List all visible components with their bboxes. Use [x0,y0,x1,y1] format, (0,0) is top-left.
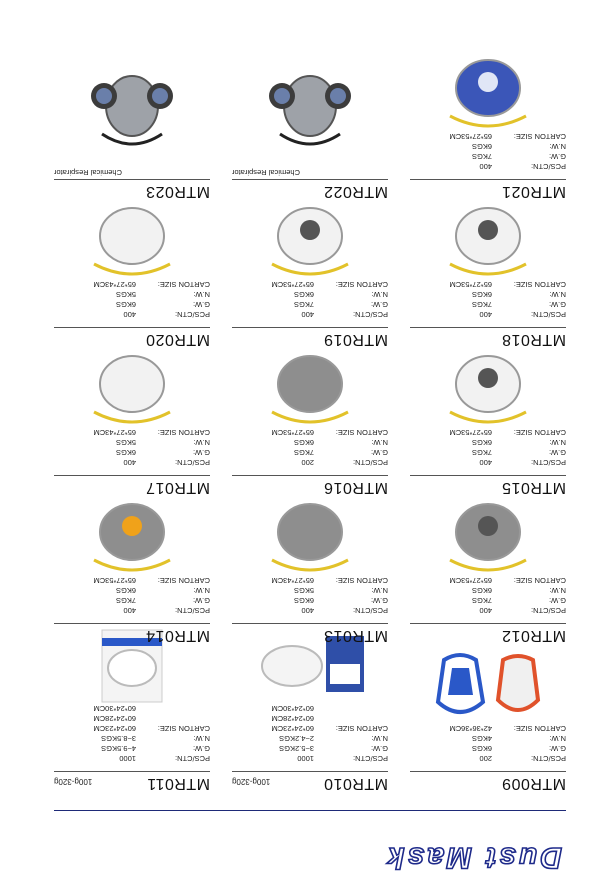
spec-label: G.W: [193,744,210,753]
product-card-mtr020 [54,208,210,348]
spec-value: 65*27*43CM [93,428,136,437]
spec-value: 6KGS [471,142,492,151]
spec-label: N.W: [549,438,566,447]
product-card-mtr018 [410,208,566,348]
spec-label: G.W: [371,448,388,457]
spec-label: PCS/CTN: [174,310,210,319]
product-image [428,490,548,582]
spec-row-gw [410,595,566,605]
spec-label: CARTON SIZE: [157,576,210,585]
spec-value: 5KGS [115,290,136,299]
product-image [250,342,370,434]
valve-mask-orange-icon [72,490,192,582]
fold-flat-valve-icon [428,342,548,434]
spec-row-nw [232,585,388,595]
product-subtitle: Chemical Respirator [232,168,300,177]
spec-label: PCS/CTN: [530,310,566,319]
spec-label: CARTON SIZE: [513,724,566,733]
product-card-mtr017 [54,356,210,496]
spec-label: PCS/CTN: [174,754,210,763]
spec-label [314,713,388,723]
spec-label: PCS/CTN: [530,458,566,467]
product-image [428,194,548,286]
spec-row-gw [232,299,388,309]
spec-value: 60*24*30CM [93,704,136,713]
white-valve-mask-icon [428,194,548,286]
spec-label: G.W: [371,300,388,309]
valve-mask-icon [428,490,548,582]
spec-row-pcs [232,309,388,319]
product-image [250,62,370,154]
spec-row-nw [54,289,210,299]
spec-row-pcs [232,753,388,763]
spec-label: G.W: [193,448,210,457]
spec-row-nw [232,437,388,447]
spec-value: 400 [479,310,492,319]
spec-label: N.W: [549,290,566,299]
spec-value: 7KGS [293,448,314,457]
fold-flat-white-icon [72,194,192,286]
spec-label: CARTON SIZE: [157,724,210,733]
spec-value: 400 [301,606,314,615]
spec-row-nw [54,437,210,447]
spec-value: 5KGS [293,586,314,595]
spec-row-nw [232,733,388,743]
product-model: MTR023 [54,179,210,200]
product-image [72,194,192,286]
spec-value: 65*27*53CM [449,280,492,289]
spec-value: 65*27*53CM [271,280,314,289]
spec-label: N.W: [371,438,388,447]
product-card-mtr013 [232,504,388,644]
spec-label: CARTON SIZE: [513,576,566,585]
spec-row-gw [54,299,210,309]
spec-label [136,713,210,723]
spec-value: 7KGS [115,596,136,605]
product-image [250,194,370,286]
product-card-mtr021 [410,60,566,200]
spec-row-nw [232,289,388,299]
spec-row-nw [410,733,566,743]
spec-row-nw [54,733,210,743]
product-card-mtr019 [232,208,388,348]
product-model: MTR022 [232,179,388,200]
spec-value: 4KGS [471,734,492,743]
spec-row-pcs [54,753,210,763]
spec-row-carton [54,713,210,723]
spec-row-nw [410,585,566,595]
spec-value: 60*24*23CM [93,724,136,733]
spec-label: G.W: [549,152,566,161]
spec-value: 6KGS [293,596,314,605]
spec-row-carton [232,723,388,733]
spec-row-pcs [54,605,210,615]
spec-value: 400 [301,310,314,319]
spec-value: 65*27*53CM [449,576,492,585]
spec-value: 7KGS [293,300,314,309]
product-card-mtr009 [410,652,566,792]
product-card-mtr012 [410,504,566,644]
spec-row-carton [232,713,388,723]
spec-label: N.W: [549,734,566,743]
spec-row-nw [410,289,566,299]
product-weight-range: 100g-320g [54,777,93,786]
spec-row-gw [54,447,210,457]
spec-list [232,703,388,763]
product-model: MTR017 [54,475,210,496]
grey-mask-icon [250,490,370,582]
spec-row-pcs [232,605,388,615]
product-model: MTR018 [410,327,566,348]
spec-value: 65*27*43CM [93,280,136,289]
spec-value: 1000 [119,754,136,763]
spec-value: 400 [479,162,492,171]
product-image [72,342,192,434]
blue-valve-mask-icon [428,46,548,138]
spec-row-pcs [410,753,566,763]
spec-value: 7KGS [471,596,492,605]
spec-row-gw [410,299,566,309]
spec-label: N.W: [193,586,210,595]
spec-row-pcs [410,605,566,615]
spec-row-gw [54,595,210,605]
spec-label: G.W: [549,596,566,605]
product-card-mtr022 [232,60,388,200]
spec-value: 400 [479,606,492,615]
spec-row-pcs [232,457,388,467]
product-model: MTR011 [54,771,210,792]
spec-label: PCS/CTN: [530,606,566,615]
dual-cartridge-respirator-icon [72,62,192,154]
spec-row-pcs [54,309,210,319]
spec-label: G.W: [549,744,566,753]
spec-label: N.W: [549,142,566,151]
spec-row-gw [54,743,210,753]
spec-value: 400 [479,458,492,467]
spec-row-nw [410,141,566,151]
product-model: MTR015 [410,475,566,496]
spec-value: 4~9.5KGS [101,744,136,753]
spec-value: 2~4.2KGS [279,734,314,743]
spec-label: CARTON SIZE: [335,428,388,437]
product-card-mtr010 [232,652,388,792]
product-image [72,62,192,154]
spec-label: CARTON SIZE: [513,280,566,289]
spec-value: 6KGS [471,744,492,753]
spec-value: 60*24*23CM [271,724,314,733]
spec-value: 7KGS [471,300,492,309]
spec-value: 200 [479,754,492,763]
spec-label: CARTON SIZE: [513,132,566,141]
spec-value: 6KGS [293,438,314,447]
spec-value: 6KGS [115,586,136,595]
spec-label: G.W: [193,596,210,605]
product-image [428,342,548,434]
spec-value: 6KGS [471,438,492,447]
spec-row-nw [54,585,210,595]
spec-row-gw [232,447,388,457]
product-subtitle: Chemical Respirator [54,168,122,177]
page-title: Dust Mask [384,841,562,874]
product-card-mtr016 [232,356,388,496]
spec-row-nw [410,437,566,447]
spec-label: N.W: [371,734,388,743]
spec-value: 400 [123,458,136,467]
spec-row-gw [410,743,566,753]
product-model: MTR021 [410,179,566,200]
fold-flat-grey-icon [250,342,370,434]
spec-value: 42*36*36CM [449,724,492,733]
spec-label: PCS/CTN: [530,162,566,171]
spec-value: 3~8.5KGS [101,734,136,743]
spec-label: CARTON SIZE: [335,724,388,733]
spec-value: 6KGS [115,448,136,457]
product-model: MTR009 [410,771,566,792]
spec-row-gw [410,151,566,161]
spec-label: PCS/CTN: [352,310,388,319]
product-card-mtr023 [54,60,210,200]
spec-value: 65*27*53CM [93,576,136,585]
spec-value: 60*24*28CM [271,714,314,723]
spec-label: G.W: [549,300,566,309]
spec-row-gw [232,595,388,605]
spec-row-pcs [410,309,566,319]
spec-label: G.W: [371,744,388,753]
spec-value: 65*27*53CM [449,132,492,141]
spec-row-carton [54,723,210,733]
spec-value: 60*24*28CM [93,714,136,723]
spec-label: N.W: [193,290,210,299]
spec-value: 6KGS [115,300,136,309]
spec-label: N.W: [549,586,566,595]
spec-label: CARTON SIZE: [157,428,210,437]
spec-label: CARTON SIZE: [335,280,388,289]
spec-list [54,703,210,763]
spec-row-pcs [410,161,566,171]
spec-row-gw [410,447,566,457]
header-divider [54,810,566,811]
product-card-mtr011 [54,652,210,792]
spec-label: CARTON SIZE: [513,428,566,437]
product-weight-range: 100g-320g [232,777,271,786]
product-model: MTR016 [232,475,388,496]
spec-label: PCS/CTN: [352,606,388,615]
spec-value: 3~5.2KGS [279,744,314,753]
spec-label: PCS/CTN: [174,606,210,615]
spec-label: PCS/CTN: [352,458,388,467]
product-model: MTR014 [54,623,210,644]
spec-label: N.W: [193,438,210,447]
spec-value: 200 [301,458,314,467]
cup-mask-icon [72,342,192,434]
product-model: MTR012 [410,623,566,644]
spec-value: 6KGS [471,290,492,299]
product-card-mtr015 [410,356,566,496]
product-image [428,638,548,730]
product-model: MTR020 [54,327,210,348]
double-cone-mask-icon [428,638,548,730]
spec-row-pcs [54,457,210,467]
spec-value: 1000 [297,754,314,763]
product-image [428,46,548,138]
spec-value: 65*27*43CM [271,576,314,585]
spec-label: CARTON SIZE: [335,576,388,585]
white-valve-mask-2-icon [250,194,370,286]
spec-label: N.W: [193,734,210,743]
spec-value: 7KGS [471,448,492,457]
spec-label: PCS/CTN: [352,754,388,763]
spec-value: 60*24*30CM [271,704,314,713]
product-model: MTR010 [232,771,388,792]
half-face-respirator-icon [250,62,370,154]
product-card-mtr014 [54,504,210,644]
spec-label: G.W: [371,596,388,605]
spec-value: 65*27*53CM [271,428,314,437]
spec-value: 7KGS [471,152,492,161]
spec-value: 400 [123,606,136,615]
product-model: MTR013 [232,623,388,644]
spec-row-gw [232,743,388,753]
product-image [72,490,192,582]
spec-label: CARTON SIZE: [157,280,210,289]
spec-label: G.W: [193,300,210,309]
spec-value: 65*27*53CM [449,428,492,437]
spec-value: 6KGS [293,290,314,299]
spec-label: G.W: [549,448,566,457]
product-image [250,490,370,582]
spec-label: PCS/CTN: [530,754,566,763]
product-model: MTR019 [232,327,388,348]
spec-label: N.W: [371,290,388,299]
spec-value: 6KGS [471,586,492,595]
spec-value: 5KGS [115,438,136,447]
spec-label: PCS/CTN: [174,458,210,467]
spec-label: N.W: [371,586,388,595]
spec-value: 400 [123,310,136,319]
spec-row-pcs [410,457,566,467]
product-grid [54,62,566,792]
